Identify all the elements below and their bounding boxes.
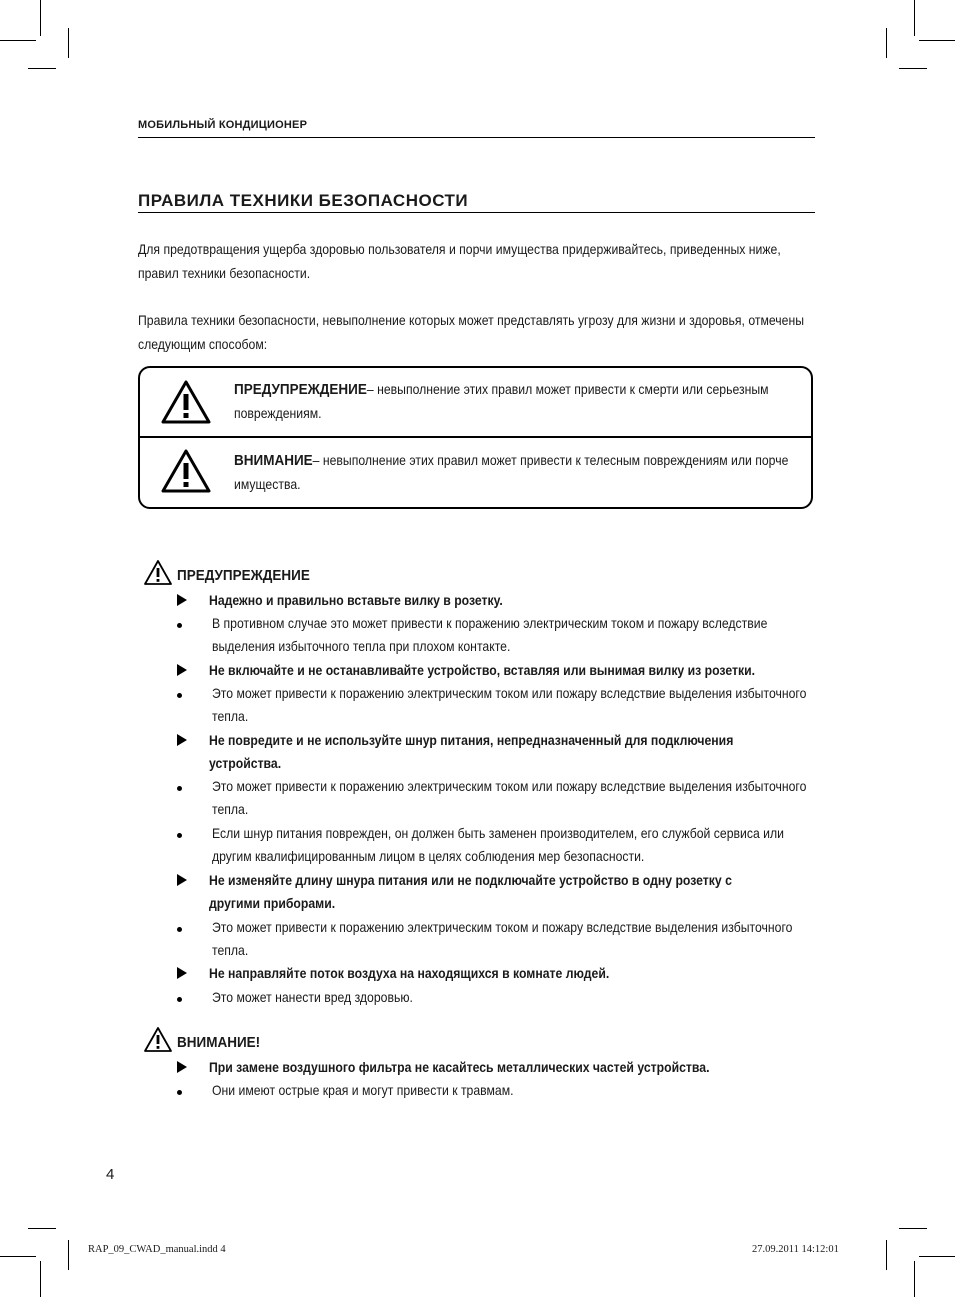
header-rule [138, 137, 815, 138]
bullet-icon [177, 927, 182, 932]
intro-paragraph: Правила техники безопасности, невыполнение которых может представлять угрозу для жизни и здоровья, отмечены следующим способом: [138, 313, 804, 352]
crop-mark [0, 1256, 36, 1257]
crop-mark [68, 1240, 69, 1270]
crop-mark [886, 1240, 887, 1270]
crop-mark [919, 1256, 955, 1257]
crop-mark [919, 40, 955, 41]
crop-mark [899, 68, 927, 69]
bullet-icon [177, 786, 182, 791]
legend-caution-text: – невыполнение этих правил может привести к телесным повреждениям или порче имущества. [234, 453, 789, 492]
legend-caution-term: ВНИМАНИЕ [234, 452, 313, 469]
warning-triangle-icon [143, 559, 173, 591]
caution-section-title: ВНИМАНИЕ! [177, 1033, 261, 1051]
crop-mark [0, 40, 36, 41]
warning-section-title: ПРЕДУПРЕЖДЕНИЕ [177, 566, 310, 584]
warning-triangle-icon [160, 379, 212, 430]
footer-file: RAP_09_CWAD_manual.indd 4 [88, 1244, 226, 1255]
arrow-bullet-icon [177, 734, 187, 746]
intro-paragraph: Для предотвращения ущерба здоровью пользователя и порчи имущества придерживайтесь, приведенных ниже, правил техники безопасности. [138, 242, 781, 281]
legend-caution [234, 449, 810, 497]
arrow-bullet-icon [177, 1061, 187, 1073]
crop-mark [40, 1261, 41, 1297]
bullet-icon [177, 623, 182, 628]
footer-timestamp: 27.09.2011 14:12:01 [752, 1244, 839, 1255]
arrow-bullet-icon [177, 967, 187, 979]
crop-mark [40, 0, 41, 36]
legend-warning-term: ПРЕДУПРЕЖДЕНИЕ [234, 381, 367, 398]
legend-warning-text: – невыполнение этих правил может привести к смерти или серьезным повреждениям. [234, 382, 769, 421]
crop-mark [899, 1228, 927, 1229]
arrow-bullet-icon [177, 874, 187, 886]
warning-section-heading [143, 559, 325, 591]
crop-mark [28, 1228, 56, 1229]
page-number: 4 [106, 1166, 115, 1183]
bullet-icon [177, 833, 182, 838]
bullet-icon [177, 693, 182, 698]
legend-warning [234, 378, 810, 426]
arrow-bullet-icon [177, 664, 187, 676]
crop-mark [28, 68, 56, 69]
warning-triangle-icon [143, 1026, 173, 1058]
title-rule [138, 212, 815, 213]
arrow-bullet-icon [177, 594, 187, 606]
section-title: ПРАВИЛА ТЕХНИКИ БЕЗОПАСНОСТИ [138, 191, 469, 210]
warning-triangle-icon [160, 448, 212, 499]
bullet-icon [177, 997, 182, 1002]
caution-section-heading [143, 1026, 269, 1058]
legend-box [138, 366, 813, 509]
legend-divider [140, 436, 811, 438]
running-header: МОБИЛЬНЫЙ КОНДИЦИОНЕР [138, 119, 308, 131]
crop-mark [914, 0, 915, 36]
crop-mark [68, 28, 69, 58]
bullet-icon [177, 1090, 182, 1095]
crop-mark [914, 1261, 915, 1297]
crop-mark [886, 28, 887, 58]
